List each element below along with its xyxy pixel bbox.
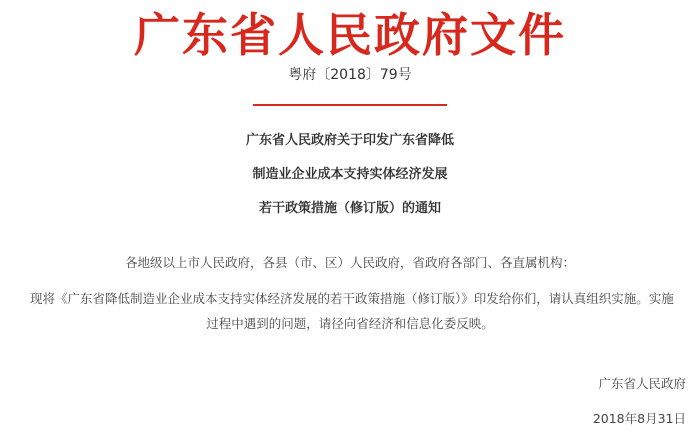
- header-divider: [253, 104, 447, 106]
- body-paragraph-line-1: 现将《广东省降低制造业企业成本支持实体经济发展的若干政策措施（修订版）》印发给你们，请认真组织实施。实施: [30, 291, 674, 306]
- notice-title-line-2: 制造业企业成本支持实体经济发展: [252, 167, 448, 182]
- salutation: 各地级以上市人民政府，各县（市、区）人民政府，省政府各部门、各直属机构：: [124, 255, 575, 270]
- notice-title-line-1: 广东省人民政府关于印发广东省降低: [245, 133, 454, 148]
- notice-title-line-3: 若干政策措施（修订版）的通知: [258, 201, 441, 216]
- body-paragraph-line-2: 过程中遇到的问题，请径向省经济和信息化委反映。: [206, 316, 494, 331]
- signature-date: 2018年8月31日: [592, 411, 686, 426]
- document-number: 粤府〔2018〕79号: [288, 67, 412, 83]
- document-header-title: 广东省人民政府文件: [134, 8, 566, 62]
- signature-issuer: 广东省人民政府: [598, 376, 686, 391]
